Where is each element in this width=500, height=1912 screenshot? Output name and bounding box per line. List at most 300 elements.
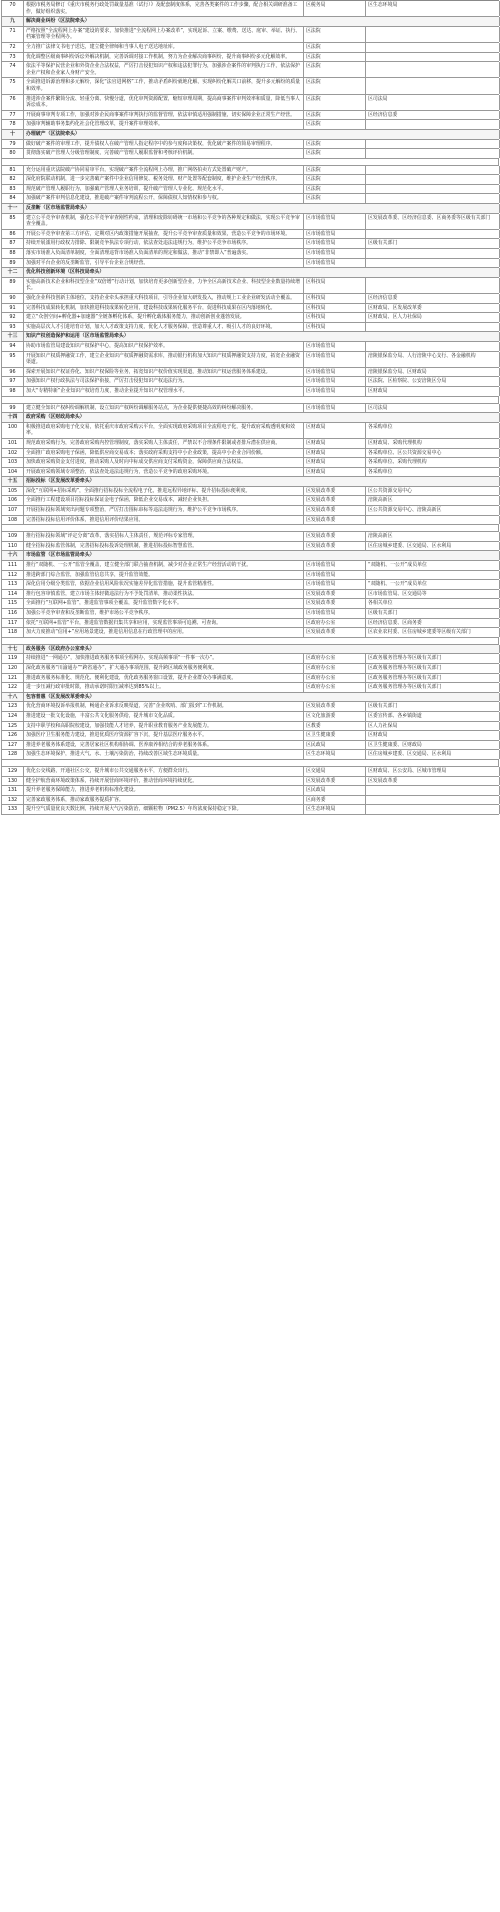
lead-unit: 区法院 xyxy=(304,95,366,110)
cooperating-units xyxy=(366,175,500,184)
lead-unit: 区市场监管局 xyxy=(304,249,366,258)
table-row xyxy=(1,423,499,439)
lead-unit: 区发展改革委 xyxy=(304,599,366,608)
cooperating-units: 区人力社保局 xyxy=(366,722,500,731)
item-number: 102 xyxy=(2,449,24,458)
lead-unit: 区法院 xyxy=(304,78,366,93)
cooperating-units: 涪陵银保监分局、区财政局 xyxy=(366,368,500,377)
item-number: 93 xyxy=(2,323,24,332)
section-title: 解决商业纠纷（区法院牵头） xyxy=(24,17,500,26)
lead-unit: 区发展改革委 xyxy=(304,496,366,505)
lead-unit: 区发展改革委 xyxy=(304,590,366,599)
table-row xyxy=(1,628,499,638)
cooperating-units xyxy=(366,185,500,194)
table-row xyxy=(1,368,499,378)
table-row xyxy=(1,27,499,43)
cooperating-units: 区经济信息委、区商务委 xyxy=(366,619,500,628)
lead-unit: 区法院 xyxy=(304,111,366,120)
lead-unit: 区交通局 xyxy=(304,767,366,776)
lead-unit: 区法院 xyxy=(304,194,366,203)
item-number: 73 xyxy=(2,53,24,62)
item-number: 126 xyxy=(2,731,24,740)
table-row xyxy=(1,731,499,741)
item-task: 落实市场准入负面清单制度，全面清理违背市场准入负面清单的规定和做法，推动“非禁即入”普遍落实。 xyxy=(24,249,304,258)
cooperating-units xyxy=(366,571,500,580)
table-row xyxy=(1,458,499,468)
item-number: 96 xyxy=(2,368,24,377)
item-number: 85 xyxy=(2,214,24,229)
item-task: 开展招标投标领域突出问题专项整治，严厉打击围标串标等违法违规行为，维护公平竞争市场秩序。 xyxy=(24,506,304,515)
item-number: 119 xyxy=(2,654,24,663)
item-number: 77 xyxy=(2,111,24,120)
table-row xyxy=(1,599,499,609)
lead-unit: 区财政局 xyxy=(304,423,366,438)
cooperating-units xyxy=(366,323,500,332)
item-number: 121 xyxy=(2,674,24,683)
item-task: 推进涉企案件繁简分流、轻重分离、快慢分道，优化审判资源配置，缩短审理周期，提高商事案件审判效率和质量，降低当事人诉讼成本。 xyxy=(24,95,304,110)
item-task: 推行招标投标领域“评定分离”改革，落实招标人主体责任，规范评标专家管理。 xyxy=(24,532,304,541)
item-task: 加大“专精特新”企业知识产权培育力度，推动企业提升知识产权管理水平。 xyxy=(24,387,304,396)
cooperating-units xyxy=(366,805,500,814)
lead-unit: 区市场监管局 xyxy=(304,580,366,589)
section-header-row xyxy=(1,645,499,655)
item-number: 97 xyxy=(2,377,24,386)
lead-unit: 区生态环境局 xyxy=(304,805,366,814)
table-row xyxy=(1,304,499,314)
lead-unit: 区法院 xyxy=(304,166,366,175)
table-row xyxy=(1,249,499,259)
table-row xyxy=(1,712,499,722)
item-number: 108 xyxy=(2,516,24,525)
table-row xyxy=(1,767,499,777)
cooperating-units: “双随机、一公开”成员单位 xyxy=(366,561,500,570)
lead-unit: 区生态环境局 xyxy=(304,750,366,759)
cooperating-units: 区司法局 xyxy=(366,404,500,413)
cooperating-units: 区卫生健康委、区财政局 xyxy=(366,741,500,750)
item-number: 101 xyxy=(2,439,24,448)
item-number: 114 xyxy=(2,590,24,599)
cooperating-units xyxy=(366,342,500,351)
section-header-row xyxy=(1,693,499,703)
item-task: 进一步压减行政审批时限，推动承诺时限压减率达到85%以上。 xyxy=(24,683,304,692)
item-number: 116 xyxy=(2,609,24,618)
table-row xyxy=(1,78,499,94)
cooperating-units: 区政务服务管理办等区级有关部门 xyxy=(366,683,500,692)
cooperating-units: 各采购单位、区公共资源交易中心 xyxy=(366,449,500,458)
item-number: 94 xyxy=(2,342,24,351)
item-task: 充分运用重庆法院破产协同易审平台，实现破产案件全流程网上办理，推广网络拍卖方式处置破产财产。 xyxy=(24,166,304,175)
cooperating-units: 区司法局 xyxy=(366,95,500,110)
item-number: 124 xyxy=(2,712,24,721)
section-number: 九 xyxy=(2,17,24,26)
page-break xyxy=(1,159,499,166)
table-row xyxy=(1,43,499,53)
lead-unit: 区法院 xyxy=(304,62,366,77)
lead-unit: 区民政局 xyxy=(304,786,366,795)
item-number: 103 xyxy=(2,458,24,467)
cooperating-units: 涪陵高新区 xyxy=(366,532,500,541)
cooperating-units xyxy=(366,27,500,42)
item-task: 建立“众创空间+孵化器+加速器”全链条孵化体系，提升孵化载体服务能力，推动创新创业蓬勃发展。 xyxy=(24,313,304,322)
section-number: 十五 xyxy=(2,477,24,486)
item-task: 健全招标投标监管体制，完善招标投标投诉处理机制，推进招标投标智慧监管。 xyxy=(24,542,304,551)
item-task: 建立公平竞争审查机制，强化公平竞争审查刚性约束，清理和废除妨碍统一市场和公平竞争的各种规定和做法，实现公平竞争审查全覆盖。 xyxy=(24,214,304,229)
item-number: 118 xyxy=(2,628,24,637)
item-number: 109 xyxy=(2,532,24,541)
table-row xyxy=(1,805,499,815)
cooperating-units: 各采购单位 xyxy=(366,423,500,438)
lead-unit: 区商务委 xyxy=(304,796,366,805)
page-break xyxy=(1,525,499,532)
item-number: 104 xyxy=(2,468,24,477)
cooperating-units xyxy=(366,140,500,149)
item-number: 105 xyxy=(2,487,24,496)
table-row xyxy=(1,683,499,693)
lead-unit: 区卫生健康委 xyxy=(304,731,366,740)
item-task: 优化调整区级商事纠纷诉讼外解决机制，完善诉调对接工作机制，努力为企业解决商事纠纷，提升商事纠纷多元化解效率。 xyxy=(24,53,304,62)
table-row xyxy=(1,674,499,684)
table-row xyxy=(1,741,499,751)
item-number: 122 xyxy=(2,683,24,692)
item-number: 71 xyxy=(2,27,24,42)
table-row xyxy=(1,468,499,478)
action-table xyxy=(1,0,499,815)
lead-unit: 区法院 xyxy=(304,140,366,149)
cooperating-units: 区财政局、采购代理机构 xyxy=(366,439,500,448)
item-number: 117 xyxy=(2,619,24,628)
cooperating-units: 区公共资源交易中心、涪陵高新区 xyxy=(366,506,500,515)
item-number: 106 xyxy=(2,496,24,505)
cooperating-units: 区农业农村委、区住房城乡建委等区级有关部门 xyxy=(366,628,500,637)
item-task: 深化“互联网+招标采购”，全面推行招标投标全流程电子化，推进远程异地评标，提升招标投标便利度。 xyxy=(24,487,304,496)
section-title: 反垄断（区市场监管局牵头） xyxy=(24,204,500,213)
item-number: 89 xyxy=(2,259,24,268)
lead-unit: 区市场监管局 xyxy=(304,387,366,396)
table-row xyxy=(1,786,499,796)
item-task: 全面推广政府采购电子保函，降低供应商交易成本；落实政府采购支持中小企业政策，提高中小企业合同份额。 xyxy=(24,449,304,458)
table-row xyxy=(1,120,499,130)
lead-unit: 区发展改革委 xyxy=(304,487,366,496)
table-row xyxy=(1,294,499,304)
lead-unit: 区科技局 xyxy=(304,278,366,293)
section-number: 十 xyxy=(2,130,24,139)
item-task: 加大力度推动“信用+”应用场景建设，推进信用信息在行政管理中的应用。 xyxy=(24,628,304,637)
section-header-row xyxy=(1,413,499,423)
cooperating-units: 区级有关部门 xyxy=(366,239,500,248)
section-title: 政府采购（区财政局牵头） xyxy=(24,413,500,422)
lead-unit: 区政府办公室 xyxy=(304,683,366,692)
item-task: 深化府院联动机制，进一步完善破产案件中企业信用修复、税务处理、财产处置等配套制度，维护企业生产经营秩序。 xyxy=(24,175,304,184)
item-task: 全面推进诉源治理和多元解纷，深化“法官进网格”工作，推动矛盾纠纷就地化解，实现纠纷化解关口前移，提升多元解纷的质量和效率。 xyxy=(24,78,304,93)
cooperating-units: 区财政局、区公安局、区城市管理局 xyxy=(366,767,500,776)
cooperating-units: 区住房城乡建委、区交通局、区水利局 xyxy=(366,750,500,759)
item-task: 加强知识产权行政执法与司法保护衔接，严厉打击侵犯知识产权违法行为。 xyxy=(24,377,304,386)
lead-unit: 区市场监管局 xyxy=(304,342,366,351)
lead-unit: 区市场监管局 xyxy=(304,230,366,239)
table-row xyxy=(1,496,499,506)
item-task: 开展商事审判专项工作，加强对涉企民商事案件审判执行的监督管理，依法审慎适用强制措施，切实保障企业正常生产经营。 xyxy=(24,111,304,120)
item-task: 开展公平竞争审查第三方评估，定期对区内政策措施开展抽查，提升公平竞争审查质量和效果，营造公平竞争的市场环境。 xyxy=(24,230,304,239)
item-number: 89 xyxy=(2,278,24,293)
item-task: 强化企业科技创新主体地位，支持企业牵头承担重大科技项目，引导企业加大研发投入，推动规上工业企业研发活动全覆盖。 xyxy=(24,294,304,303)
item-number: 100 xyxy=(2,423,24,438)
item-number: 133 xyxy=(2,805,24,814)
item-number: 111 xyxy=(2,561,24,570)
item-task: 贯彻落实破产管理人分级管理制度，完善破产管理人履职监督和考核评价机制。 xyxy=(24,149,304,158)
lead-unit: 区发展改革委 xyxy=(304,532,366,541)
lead-unit: 区法院 xyxy=(304,53,366,62)
section-header-row xyxy=(1,332,499,342)
item-task: 健全护航营商环境政策体系，持续开展营商环境评价，推动营商环境持续优化。 xyxy=(24,777,304,786)
cooperating-units xyxy=(366,120,500,129)
item-number: 127 xyxy=(2,741,24,750)
lead-unit: 区法院 xyxy=(304,27,366,42)
item-number: 81 xyxy=(2,166,24,175)
lead-unit: 区发展改革委 xyxy=(304,506,366,515)
lead-unit: 区法院 xyxy=(304,43,366,52)
table-row xyxy=(1,609,499,619)
lead-unit: 区市场监管局 xyxy=(304,561,366,570)
item-task: 全力推广法律文书电子送达，建立健全律师和当事人电子送达地址库。 xyxy=(24,43,304,52)
lead-unit: 区发展改革委 xyxy=(304,516,366,525)
item-task: 持续推进“一网通办”，加快推进政务服务事项全程网办，实现高频事项“一件事一次办”。 xyxy=(24,654,304,663)
table-row xyxy=(1,62,499,78)
lead-unit: 区文化旅游委 xyxy=(304,712,366,721)
table-row xyxy=(1,140,499,150)
section-title: 办理破产（区法院牵头） xyxy=(24,130,500,139)
cooperating-units xyxy=(366,166,500,175)
lead-unit: 区法院 xyxy=(304,185,366,194)
item-task: 优化营商环境投诉举报机制，畅通企业诉求反映渠道，完善“企业吹哨、部门报到”工作机制。 xyxy=(24,702,304,711)
lead-unit: 区科技局 xyxy=(304,304,366,313)
lead-unit: 区市场监管局 xyxy=(304,377,366,386)
cooperating-units xyxy=(366,786,500,795)
table-row xyxy=(1,590,499,600)
lead-unit: 区民政局 xyxy=(304,741,366,750)
cooperating-units xyxy=(366,62,500,77)
page-break xyxy=(1,638,499,645)
item-number: 132 xyxy=(2,796,24,805)
lead-unit: 区法院 xyxy=(304,149,366,158)
cooperating-units: 区住房城乡建委、区交通局、区水利局 xyxy=(366,542,500,551)
table-row xyxy=(1,185,499,195)
item-number: 82 xyxy=(2,175,24,184)
item-task: 依法平等保护民营企业和外资企业合法权益，严厉打击侵犯知识产权和违法犯罪行为，加强涉企案件的审判执行工作，依法保护企业产权和企业家人身财产安全。 xyxy=(24,62,304,77)
table-row xyxy=(1,1,499,17)
item-task: 做好破产案件的审理工作，提升债权人在破产管理人指定程序中的参与度和决策权，优化破产案件的简易审理程序。 xyxy=(24,140,304,149)
table-row xyxy=(1,542,499,552)
cooperating-units xyxy=(366,53,500,62)
table-row xyxy=(1,239,499,249)
cooperating-units xyxy=(366,194,500,203)
item-number: 110 xyxy=(2,542,24,551)
lead-unit: 区市场监管局 xyxy=(304,609,366,618)
table-row xyxy=(1,214,499,230)
item-task: 开展知识产权质押融资工作，建立企业知识产权质押融资需求库，推动银行机构加大知识产权质押融资支持力度，拓宽企业融资渠道。 xyxy=(24,352,304,367)
item-task: 推行包容审慎监管，建立市场主体轻微违法行为不予处罚清单，推动柔性执法。 xyxy=(24,590,304,599)
lead-unit: 区财政局 xyxy=(304,468,366,477)
table-row xyxy=(1,750,499,760)
lead-unit: 区发展改革委 xyxy=(304,542,366,551)
table-row xyxy=(1,619,499,629)
table-row xyxy=(1,278,499,294)
item-number: 115 xyxy=(2,599,24,608)
lead-unit: 区政府办公室 xyxy=(304,664,366,673)
cooperating-units: 区生态环境局 xyxy=(366,1,500,16)
cooperating-units: 各采购单位、采购代理机构 xyxy=(366,458,500,467)
table-row xyxy=(1,111,499,121)
item-number: 128 xyxy=(2,750,24,759)
table-row xyxy=(1,532,499,542)
table-row xyxy=(1,166,499,176)
item-task: 全面推行工程建设项目招标投标保证金电子保函，降低企业交易成本，减轻企业负担。 xyxy=(24,496,304,505)
cooperating-units: 区委宣传部、各乡镇街道 xyxy=(366,712,500,721)
item-task: 完善招标投标信用评价体系，推进信用评价结果应用。 xyxy=(24,516,304,525)
section-title: 市场监管（区市场监管局牵头） xyxy=(24,551,500,560)
cooperating-units xyxy=(366,230,500,239)
item-number: 131 xyxy=(2,786,24,795)
table-row xyxy=(1,53,499,63)
cooperating-units: 涪陵银保监分局、人行涪陵中心支行、各金融机构 xyxy=(366,352,500,367)
item-number: 74 xyxy=(2,62,24,77)
item-number: 112 xyxy=(2,571,24,580)
table-row xyxy=(1,777,499,787)
section-header-row xyxy=(1,130,499,140)
item-task: 提升养老服务保障能力，推进养老机构标准化建设。 xyxy=(24,786,304,795)
cooperating-units xyxy=(366,516,500,525)
item-task: 推进跨部门综合监管，加强监管信息共享，提升监管效能。 xyxy=(24,571,304,580)
lead-unit: 区政府办公室 xyxy=(304,674,366,683)
cooperating-units: 区财政局、区人力社保局 xyxy=(366,313,500,322)
cooperating-units xyxy=(366,149,500,158)
item-number: 90 xyxy=(2,294,24,303)
cooperating-units: 区经济信息委 xyxy=(366,111,500,120)
table-row xyxy=(1,377,499,387)
item-number: 75 xyxy=(2,78,24,93)
table-row xyxy=(1,654,499,664)
item-number: 79 xyxy=(2,140,24,149)
item-number: 99 xyxy=(2,404,24,413)
section-header-row xyxy=(1,551,499,561)
item-task: 深化信用分级分类监管，依据企业信用风险状况实施差异化监管措施，提升监管精准性。 xyxy=(24,580,304,589)
cooperating-units xyxy=(366,249,500,258)
table-row xyxy=(1,571,499,581)
table-row xyxy=(1,439,499,449)
table-row xyxy=(1,323,499,333)
cooperating-units: 区经济信息委 xyxy=(366,294,500,303)
lead-unit: 区法院 xyxy=(304,120,366,129)
table-row xyxy=(1,404,499,414)
lead-unit: 区市场监管局 xyxy=(304,368,366,377)
item-task: 完善家政服务体系，推动家政服务提质扩容。 xyxy=(24,796,304,805)
item-number: 70 xyxy=(2,1,24,16)
section-title: 包容普惠（区发展改革委牵头） xyxy=(24,693,500,702)
cooperating-units xyxy=(366,259,500,268)
section-number: 十一 xyxy=(2,204,24,213)
item-task: 推行“双随机、一公开”监管全覆盖，建立健全部门联合抽查机制，减少对企业正常生产经营活动的干扰。 xyxy=(24,561,304,570)
cooperating-units: 区财政局 xyxy=(366,731,500,740)
lead-unit: 区财政局 xyxy=(304,449,366,458)
item-task: 深化政务服务“川渝通办”“跨省通办”，扩大通办事项范围，提升跨区域政务服务便利度。 xyxy=(24,664,304,673)
item-task: 推进建设一批文化设施，丰富公共文化服务供给，提升城市文化品质。 xyxy=(24,712,304,721)
section-title: 招标投标（区发展改革委牵头） xyxy=(24,477,500,486)
table-row xyxy=(1,487,499,497)
lead-unit: 区科技局 xyxy=(304,313,366,322)
item-number: 91 xyxy=(2,304,24,313)
item-number: 129 xyxy=(2,767,24,776)
item-number: 80 xyxy=(2,149,24,158)
item-number: 78 xyxy=(2,120,24,129)
item-number: 84 xyxy=(2,194,24,203)
cooperating-units: 区市场监管局、区交通局等 xyxy=(366,590,500,599)
cooperating-units xyxy=(366,43,500,52)
item-task: 规范政府采购行为，完善政府采购内控管理制度，落实采购人主体责任，严禁以不合理条件限制或者排斥潜在供应商。 xyxy=(24,439,304,448)
cooperating-units: 区财政局 xyxy=(366,387,500,396)
item-task: 严格按照“全流程网上办案”建设的要求，加快推进“全流程网上办案改革”，实现起诉、立案、缴费、送达、庭审、举证、执行、档案管理等全程网办。 xyxy=(24,27,304,42)
lead-unit: 区法院 xyxy=(304,175,366,184)
item-task: 根据市税务局修订《重庆市税务行政处罚裁量基准（试行）》及配套制度体系，完善各类案件的工作步骤，配合相关调研准备工作，做好组织落实。 xyxy=(24,1,304,16)
section-header-row xyxy=(1,477,499,487)
item-task: 推进政务服务标准化、规范化、便利化建设，优化政务服务窗口设置，提升企业群众办事满意度。 xyxy=(24,674,304,683)
item-task: 积极推进政府采购电子化交易，依托重庆市政府采购云平台，全面实现政府采购项目全流程电子化，提升政府采购透明度和效率。 xyxy=(24,423,304,438)
item-task: 探索开展知识产权证券化、知识产权保险等业务，拓宽知识产权价值实现渠道，推动知识产权运营服务体系建设。 xyxy=(24,368,304,377)
item-task: 加强公平竞争审查和反垄断监管，维护市场公平竞争秩序。 xyxy=(24,609,304,618)
lead-unit: 区财政局 xyxy=(304,439,366,448)
section-number: 十六 xyxy=(2,551,24,560)
item-number: 92 xyxy=(2,313,24,322)
item-task: 加强医疗卫生服务能力建设，推进优质医疗资源扩容下沉，提升基层医疗服务水平。 xyxy=(24,731,304,740)
cooperating-units: 区财政局、区发展改革委 xyxy=(366,304,500,313)
section-title: 优化科技创新环境（区科技局牵头） xyxy=(24,268,500,277)
cooperating-units: 区级有关部门 xyxy=(366,609,500,618)
lead-unit: 区市场监管局 xyxy=(304,214,366,229)
table-row xyxy=(1,506,499,516)
cooperating-units: 区政务服务管理办等区级有关部门 xyxy=(366,654,500,663)
item-number: 72 xyxy=(2,43,24,52)
section-header-row xyxy=(1,17,499,27)
section-number: 十二 xyxy=(2,268,24,277)
table-row xyxy=(1,664,499,674)
table-row xyxy=(1,149,499,159)
cooperating-units: 区发展改革委 xyxy=(366,777,500,786)
item-number: 86 xyxy=(2,230,24,239)
item-task: 开展政府采购领域专项整治，依法查处违法违规行为，营造公平竞争的政府采购环境。 xyxy=(24,468,304,477)
table-row xyxy=(1,259,499,269)
page-break xyxy=(1,760,499,767)
item-number: 87 xyxy=(2,239,24,248)
table-row xyxy=(1,342,499,352)
item-number: 120 xyxy=(2,664,24,673)
item-number: 83 xyxy=(2,185,24,194)
lead-unit: 区市场监管局 xyxy=(304,404,366,413)
table-row xyxy=(1,313,499,323)
lead-unit: 区市场监管局 xyxy=(304,259,366,268)
section-number: 十四 xyxy=(2,413,24,422)
lead-unit: 区科技局 xyxy=(304,323,366,332)
table-row xyxy=(1,796,499,806)
lead-unit: 区市场监管局 xyxy=(304,352,366,367)
lead-unit: 区发展改革委 xyxy=(304,702,366,711)
table-row xyxy=(1,387,499,397)
table-row xyxy=(1,702,499,712)
item-task: 支持中职学校和高职院校建设，加强技能人才培养，提升职业教育服务产业发展能力。 xyxy=(24,722,304,731)
table-row xyxy=(1,95,499,111)
item-task: 规范破产管理人履职行为，加强破产管理人业务培训，提升破产管理人专业化、规范化水平。 xyxy=(24,185,304,194)
item-task: 加快政府采购资金支付进度，推动采购人及时向中标成交供应商支付采购资金，保障供应商合法权益。 xyxy=(24,458,304,467)
lead-unit: 区市场监管局 xyxy=(304,571,366,580)
lead-unit: 区税务局 xyxy=(304,1,366,16)
item-number: 76 xyxy=(2,95,24,110)
